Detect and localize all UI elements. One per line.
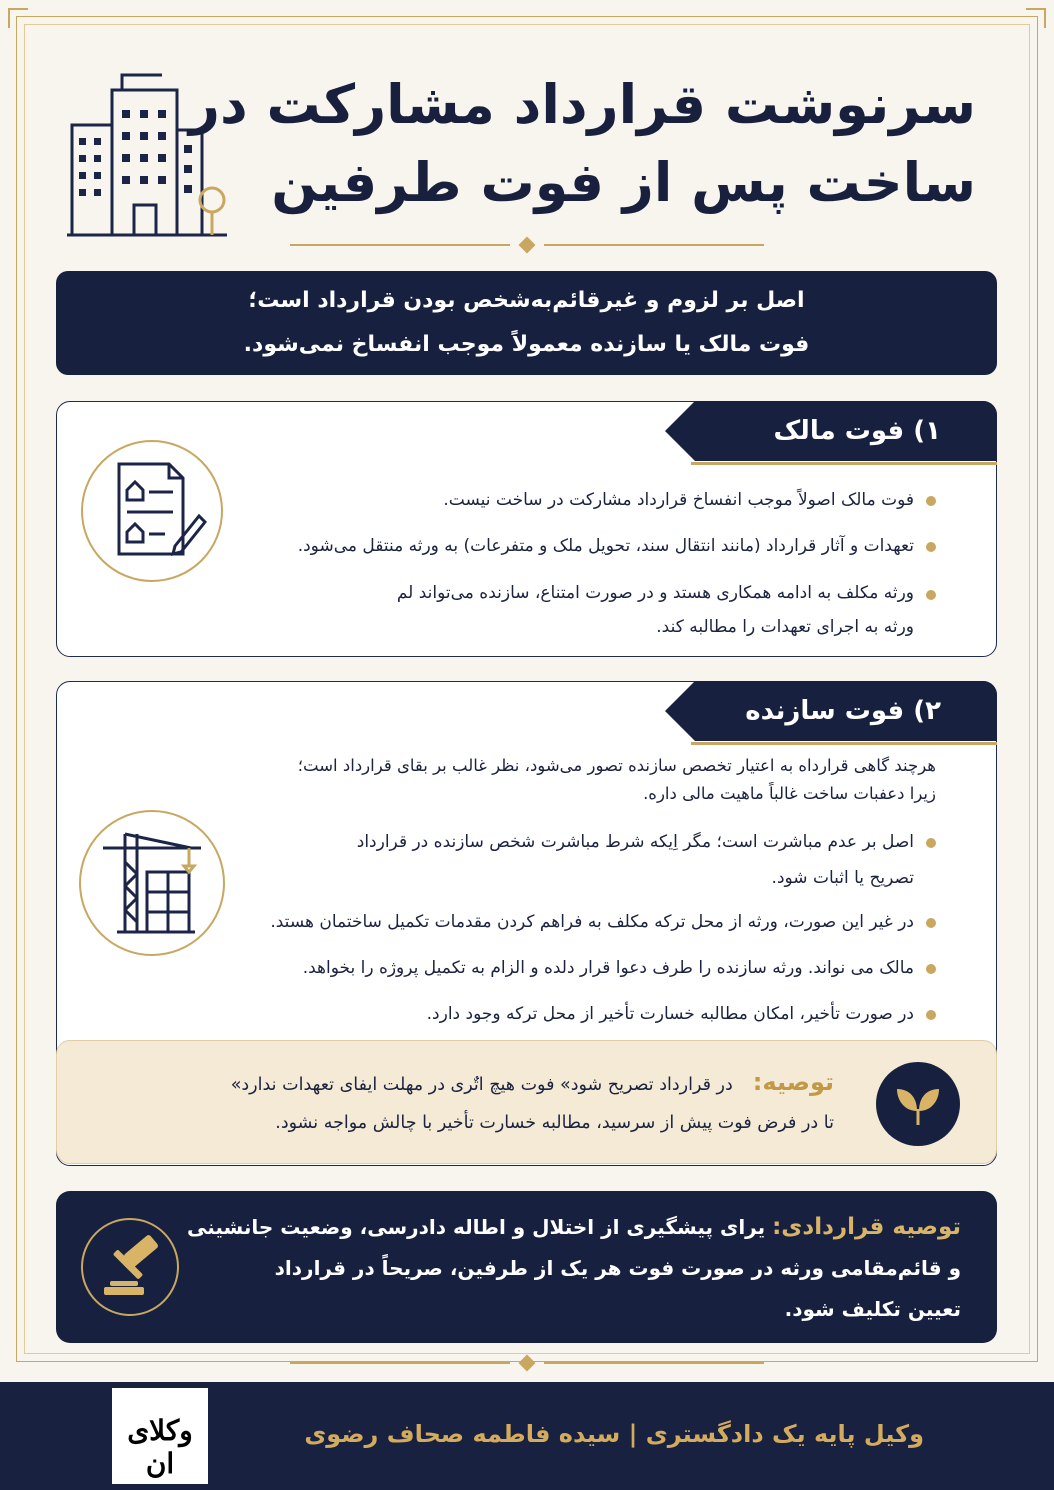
title-line-1: سرنوشت قرارداد مشارکت در bbox=[188, 73, 976, 136]
corner-ornament bbox=[8, 8, 28, 28]
contract-tip-label: توصیه قراردادی: bbox=[772, 1214, 961, 1240]
contract-tip-line-3: تعیین تکلیف شود. bbox=[784, 1297, 961, 1321]
section-2-heading: ۲) فوت سازنده bbox=[695, 681, 997, 741]
section-owner-death-card bbox=[56, 401, 997, 657]
tip-line-1 bbox=[231, 1063, 834, 1104]
corner-ornament bbox=[1026, 8, 1046, 28]
section-2-bullet-3: مالک می نواند. ورثه سازنده را طرف دعوا قرار دلده و الزام به تکمیل پروژه را بخواهد. bbox=[270, 950, 936, 986]
intro-banner bbox=[56, 271, 997, 375]
title-divider-right bbox=[544, 244, 764, 246]
section-2-bullet-2: در غیر این صورت، ورثه از محل ترکه مکلف به فراهم کردن مقدمات تکمیل ساختمان هستد. bbox=[270, 904, 936, 940]
section-1-heading: ۱) فوت مالک bbox=[695, 401, 997, 461]
logo-text: وکلای ان bbox=[127, 1414, 193, 1480]
logo bbox=[112, 1388, 208, 1484]
section-1-bullet-3 bbox=[298, 576, 936, 644]
gavel-icon bbox=[80, 1217, 180, 1317]
section-1-bullet-1: فوت مالک اصولاً موجب انفساخ قرارداد مشارکت در ساخت نیست. bbox=[298, 482, 936, 518]
intro-line-2: فوت مالک یا سازنده معمولاً موجب انفساخ نمی‌شود. bbox=[243, 332, 810, 357]
contract-tip-line-2: و قائم‌مقامی ورثه در صورت فوت هر یک از طرفین، صریحاً در قرارداد bbox=[274, 1256, 961, 1280]
section-2-intro bbox=[298, 752, 936, 808]
tip-line-2: تا در فرض فوت پیش از سرسید، مطالبه خسارت تأخیر با چالش مواجه نشود. bbox=[275, 1113, 834, 1133]
tip-label: توصیه: bbox=[752, 1068, 834, 1096]
sprout-icon bbox=[875, 1061, 961, 1147]
bottom-divider-left bbox=[290, 1362, 510, 1364]
footer-attribution: وکیل پایه یک دادگستری | سیده فاطمه صحاف رضوی bbox=[304, 1420, 924, 1448]
tip-box bbox=[56, 1040, 997, 1164]
contract-tip-text bbox=[187, 1207, 961, 1330]
section-1-bullets bbox=[298, 482, 936, 644]
section-1-bullet-3-line-1: ورثه مکلف به ادامه همکاری هستد و در صورت امتناع، سازنده می‌تواند لم bbox=[396, 583, 914, 603]
section-2-bullet-1 bbox=[270, 824, 936, 896]
tower-crane-icon bbox=[81, 812, 223, 954]
tip-line-1-text: در قرارداد تصریح شود» فوت هیچ اتٌری در مهلت ایفای تعهدات ندارد» bbox=[230, 1075, 733, 1095]
section-1-bullet-3-line-2: ورثه به اجرای تعهدات را مطالبه کند. bbox=[656, 617, 914, 637]
page-title bbox=[188, 66, 976, 222]
contract-tip-line-1-text: یرای پیشگیری از اختلال و اطاله دادرسی، وضعیت جانشینی bbox=[186, 1215, 766, 1239]
section-1-icon-ring bbox=[81, 440, 223, 582]
title-line-2: ساخت پس از فوت طرفین bbox=[271, 151, 976, 214]
section-2-bullet-1-line-2: تصریح یا اثبات شود. bbox=[771, 868, 914, 888]
contract-recommendation-box bbox=[56, 1191, 997, 1343]
document-pen-icon bbox=[83, 442, 221, 580]
section-2-intro-line-2: زیرا دعفبات ساخت غالباً ماهیت مالی داره. bbox=[643, 784, 936, 803]
section-1-bullet-2: تعهدات و آثار قرارداد (مانند انتقال سند، تحویل ملک و متفرعات) به ورثه منتقل می‌شود. bbox=[298, 528, 936, 564]
title-divider-left bbox=[290, 244, 510, 246]
contract-tip-line-1 bbox=[187, 1207, 961, 1248]
intro-line-1: اصل بر لزوم و غیرقائم‌به‌شخص بودن قرارداد است؛ bbox=[248, 288, 805, 313]
section-2-bullets bbox=[270, 824, 936, 1032]
section-2-icon-ring bbox=[79, 810, 225, 956]
bottom-divider-right bbox=[544, 1362, 764, 1364]
section-2-bullet-4: در صورت تأخیر، امکان مطالبه خسارت تأخیر از محل ترکه وجود دارد. bbox=[270, 996, 936, 1032]
section-2-intro-line-1: هرچند گاهی قرارداه به اعتیار تخصص سازنده تصور می‌شود، نظر غالب بر بقای قرارداد است؛ bbox=[297, 756, 936, 775]
tip-text bbox=[231, 1063, 834, 1142]
section-2-bullet-1-line-1: اصل بر عدم مباشرت است؛ مگر اِیکه شرط مباشرت شخص سازنده در قرارداد bbox=[356, 832, 914, 852]
